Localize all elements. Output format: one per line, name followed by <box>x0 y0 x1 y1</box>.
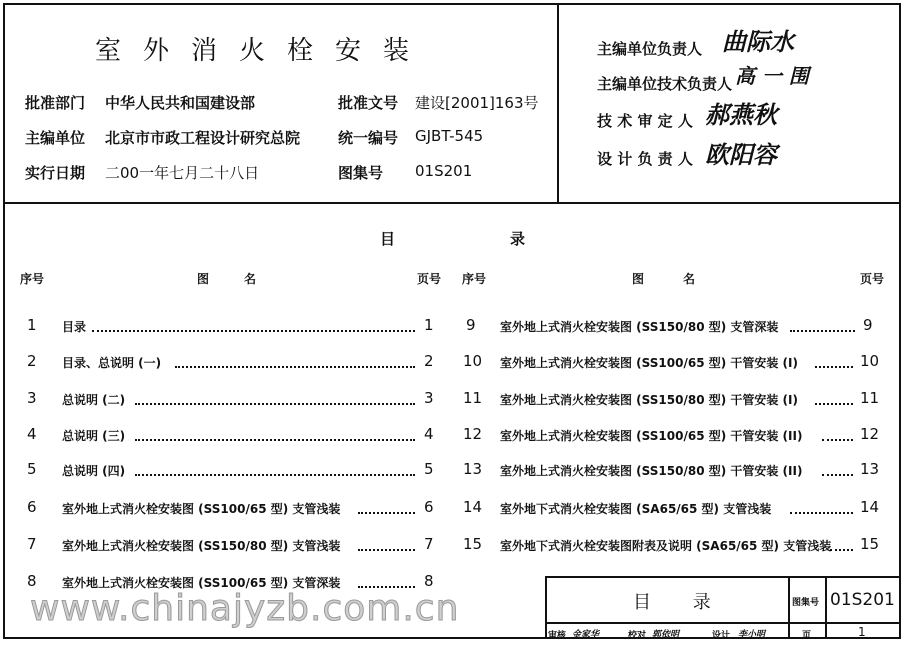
toc-page: 5 <box>424 460 434 478</box>
leader-dots <box>135 474 415 476</box>
effective-date-value: 二00一年七月二十八日 <box>105 164 260 182</box>
effective-date-label: 实行日期 <box>25 164 86 182</box>
leader-dots <box>790 512 853 514</box>
responsible-signature: 高 一 围 <box>735 64 809 88</box>
atlas-value: 01S201 <box>830 590 895 610</box>
leader-dots <box>815 366 853 368</box>
toc-page: 8 <box>424 572 434 590</box>
responsible-role: 主编单位技术负责人 <box>597 75 733 93</box>
atlas-label: 图集号 <box>792 598 820 608</box>
toc-page: 7 <box>424 535 434 553</box>
toc-title-right: 录 <box>510 230 526 248</box>
leader-dots <box>135 403 415 405</box>
toc-page: 1 <box>424 316 434 334</box>
leader-dots <box>815 403 853 405</box>
header-bottom-rule <box>3 202 901 204</box>
title-block-rule <box>545 622 901 624</box>
check-label: 校对 <box>628 631 647 641</box>
page-title: 室外消火栓安装 <box>95 36 432 66</box>
responsible-role: 技 术 审 定 人 <box>597 112 693 130</box>
responsible-signature: 曲际水 <box>722 27 794 56</box>
leader-dots <box>790 330 855 332</box>
toc-entry-name: 室外地上式消火栓安装图 (SS150/80 型) 干管安装 (I) <box>500 393 798 407</box>
editor-unit-value: 北京市市政工程设计研究总院 <box>105 129 301 147</box>
approval-dept-value: 中华人民共和国建设部 <box>105 94 256 112</box>
toc-page: 15 <box>860 535 880 553</box>
design-signature: 李小明 <box>738 630 766 640</box>
leader-dots <box>175 366 415 368</box>
editor-unit-label: 主编单位 <box>25 129 86 147</box>
title-block-rule <box>788 576 790 639</box>
col-seq-header: 序号 <box>20 272 45 286</box>
review-label: 审核 <box>548 631 567 641</box>
toc-seq: 4 <box>27 425 37 443</box>
toc-page: 10 <box>860 352 880 370</box>
leader-dots <box>358 512 415 514</box>
toc-page: 9 <box>863 316 873 334</box>
leader-dots <box>830 549 853 551</box>
toc-seq: 15 <box>463 535 483 553</box>
leader-dots <box>358 549 415 551</box>
toc-seq: 6 <box>27 498 37 516</box>
toc-page: 4 <box>424 425 434 443</box>
toc-page: 6 <box>424 498 434 516</box>
col-page-header: 页号 <box>417 272 442 286</box>
toc-seq: 10 <box>463 352 483 370</box>
title-block-rule <box>825 576 827 639</box>
toc-entry-name: 室外地上式消火栓安装图 (SS100/65 型) 支管浅装 <box>62 502 341 516</box>
leader-dots <box>135 439 415 441</box>
watermark: www.chinajyzb.com.cn <box>30 588 460 629</box>
toc-page: 14 <box>860 498 880 516</box>
toc-seq: 14 <box>463 498 483 516</box>
toc-page: 11 <box>860 389 880 407</box>
toc-seq: 8 <box>27 572 37 590</box>
toc-page: 13 <box>860 460 880 478</box>
toc-title-left: 目 <box>380 230 396 248</box>
toc-page: 3 <box>424 389 434 407</box>
approval-doc-label: 批准文号 <box>338 94 399 112</box>
col-name-header: 图 <box>197 272 210 286</box>
approval-dept-label: 批准部门 <box>25 94 86 112</box>
toc-entry-name: 室外地上式消火栓安装图 (SS100/65 型) 干管安装 (II) <box>500 429 803 443</box>
leader-dots <box>822 439 853 441</box>
col-name-header: 名 <box>244 272 257 286</box>
responsible-role: 主编单位负责人 <box>597 40 703 58</box>
toc-entry-name: 室外地上式消火栓安装图 (SS150/80 型) 干管安装 (II) <box>500 464 803 478</box>
unified-no-value: GJBT-545 <box>415 127 484 145</box>
toc-entry-name: 室外地上式消火栓安装图 (SS100/65 型) 干管安装 (I) <box>500 356 798 370</box>
atlas-no-label: 图集号 <box>338 164 384 182</box>
col-seq-header: 序号 <box>462 272 487 286</box>
toc-entry-name: 室外地下式消火栓安装图附表及说明 (SA65/65 型) 支管浅装 <box>500 539 832 553</box>
toc-seq: 5 <box>27 460 37 478</box>
toc-entry-name: 目录、总说明 (一) <box>62 356 162 370</box>
unified-no-label: 统一编号 <box>338 129 399 147</box>
toc-seq: 9 <box>466 316 476 334</box>
col-page-header: 页号 <box>860 272 885 286</box>
review-signature: 金家华 <box>572 630 600 640</box>
toc-entry-name: 总说明 (三) <box>62 429 126 443</box>
toc-entry-name: 室外地上式消火栓安装图 (SS150/80 型) 支管浅装 <box>62 539 341 553</box>
responsible-signature: 郝燕秋 <box>705 100 777 129</box>
approval-doc-value: 建设[2001]163号 <box>415 94 539 112</box>
atlas-no-value: 01S201 <box>415 162 473 180</box>
check-signature: 郭依明 <box>652 630 680 640</box>
toc-page: 2 <box>424 352 434 370</box>
toc-seq: 1 <box>27 316 37 334</box>
leader-dots <box>822 474 853 476</box>
toc-seq: 12 <box>463 425 483 443</box>
toc-entry-name: 总说明 (二) <box>62 393 126 407</box>
responsible-role: 设 计 负 责 人 <box>597 150 693 168</box>
design-label: 设计 <box>712 631 731 641</box>
col-name-header: 图 <box>632 272 645 286</box>
page-label: 页 <box>802 631 812 641</box>
leader-dots <box>92 330 415 332</box>
toc-seq: 13 <box>463 460 483 478</box>
toc-seq: 2 <box>27 352 37 370</box>
header-divider <box>557 3 559 204</box>
toc-seq: 11 <box>463 389 483 407</box>
toc-seq: 7 <box>27 535 37 553</box>
page-value: 1 <box>858 625 866 639</box>
toc-seq: 3 <box>27 389 37 407</box>
toc-entry-name: 室外地上式消火栓安装图 (SS150/80 型) 支管深装 <box>500 320 779 334</box>
toc-entry-name: 总说明 (四) <box>62 464 126 478</box>
toc-page: 12 <box>860 425 880 443</box>
col-name-header: 名 <box>683 272 696 286</box>
toc-entry-name: 目录 <box>62 320 87 334</box>
toc-entry-name: 室外地下式消火栓安装图 (SA65/65 型) 支管浅装 <box>500 502 772 516</box>
responsible-signature: 欧阳容 <box>705 140 777 169</box>
sheet-title: 目 录 <box>633 592 729 613</box>
toc-entry-name: 室外地上式消火栓安装图 (SS100/65 型) 支管深装 <box>62 576 341 590</box>
